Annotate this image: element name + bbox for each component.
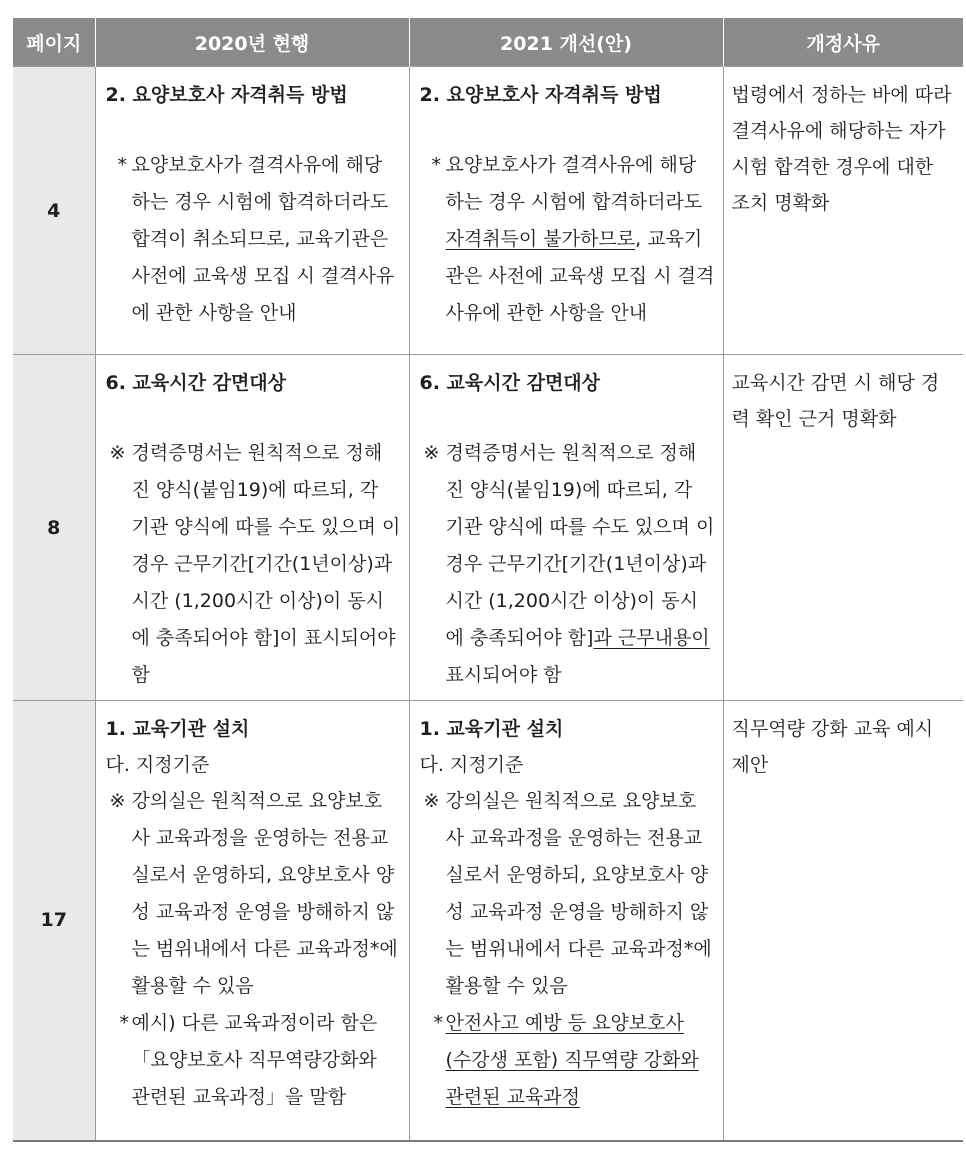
note-mark: * xyxy=(431,154,441,176)
note-mark: ※ xyxy=(423,790,440,812)
note-text: 강의실은 원칙적으로 요양보호사 교육과정을 운영하는 전용교실로서 운영하되, 요양보호사 양성 교육과정 운영을 방해하지 않는 범위내에서 다른 교육과정*에 활용할 수 있음 xyxy=(445,790,712,997)
page-number: 4 xyxy=(13,67,95,355)
note-mark: ※ xyxy=(109,442,126,464)
sub-heading: 다. 지정기준 xyxy=(105,754,210,776)
section-heading: 1. 교육기관 설치 xyxy=(105,718,250,740)
footnote-text: 예시) 다른 교육과정이라 함은 「요양보호사 직무역량강화와 관련된 교육과정」을 말함 xyxy=(131,1012,378,1108)
note-mark: ※ xyxy=(109,790,126,812)
header-proposed: 2021 개선(안) xyxy=(409,18,723,67)
note-text: 표시되어야 함 xyxy=(445,664,562,686)
revision-comparison-table xyxy=(13,18,963,1142)
sub-heading: 다. 지정기준 xyxy=(419,754,524,776)
header-current: 2020년 현행 xyxy=(95,18,409,67)
header-page: 페이지 xyxy=(13,18,95,67)
note xyxy=(106,435,401,694)
note-text: 요양보호사가 결격사유에 해당하는 경우 시험에 합격하더라도 합격이 취소되므로, 교육기관은 사전에 교육생 모집 시 결격사유에 관한 사항을 안내 xyxy=(131,154,395,324)
section-heading: 6. 교육시간 감면대상 xyxy=(105,372,286,394)
note-text: 요양보호사가 결격사유에 해당하는 경우 시험에 합격하더라도 xyxy=(445,154,703,213)
revised-text: 과 근무내용이 xyxy=(593,627,710,649)
section-heading: 2. 요양보호사 자격취득 방법 xyxy=(419,84,662,106)
proposed-cell xyxy=(409,67,723,355)
reason-cell xyxy=(723,701,963,1141)
note-mark: * xyxy=(117,154,127,176)
table-row xyxy=(13,701,963,1141)
table-row xyxy=(13,355,963,701)
footnote xyxy=(106,1005,401,1116)
reason-text: 직무역량 강화 교육 예시 제안 xyxy=(731,718,934,776)
current-cell xyxy=(95,355,409,701)
page-number: 17 xyxy=(13,701,95,1141)
note-text: 경력증명서는 원칙적으로 정해진 양식(붙임19)에 따르되, 각 기관 양식에 따를 수도 있으며 이 경우 근무기간[기간(1년이상)과 시간 (1,200시간 이상)이 동시에 충족되어야 함]이 표시되어야 함 xyxy=(131,442,401,686)
note xyxy=(106,147,401,332)
note-mark: * xyxy=(433,1012,443,1034)
page-number: 8 xyxy=(13,355,95,701)
note-mark: * xyxy=(119,1012,129,1034)
revised-text: 자격취득이 불가하므로 xyxy=(445,228,636,250)
table-header-row xyxy=(13,18,963,67)
note-text: 강의실은 원칙적으로 요양보호사 교육과정을 운영하는 전용교실로서 운영하되, 요양보호사 양성 교육과정 운영을 방해하지 않는 범위내에서 다른 교육과정*에 활용할 수 있음 xyxy=(131,790,398,997)
reason-cell xyxy=(723,67,963,355)
note-mark: ※ xyxy=(423,442,440,464)
note-text: 경력증명서는 원칙적으로 정해진 양식(붙임19)에 따르되, 각 기관 양식에 따를 수도 있으며 이 경우 근무기간[기간(1년이상)과 시간 (1,200시간 이상)이 동시에 충족되어야 함] xyxy=(445,442,715,649)
note xyxy=(420,435,715,694)
proposed-cell xyxy=(409,355,723,701)
reason-cell xyxy=(723,355,963,701)
section-heading: 2. 요양보호사 자격취득 방법 xyxy=(105,84,348,106)
header-reason: 개정사유 xyxy=(723,18,963,67)
current-cell xyxy=(95,701,409,1141)
note xyxy=(106,783,401,1005)
revised-text: 안전사고 예방 등 요양보호사 (수강생 포함) 직무역량 강화와 관련된 교육과정 xyxy=(445,1012,699,1108)
proposed-cell xyxy=(409,701,723,1141)
current-cell xyxy=(95,67,409,355)
section-heading: 1. 교육기관 설치 xyxy=(419,718,564,740)
note xyxy=(420,147,715,332)
reason-text: 교육시간 감면 시 해당 경력 확인 근거 명확화 xyxy=(731,372,940,430)
section-heading: 6. 교육시간 감면대상 xyxy=(419,372,600,394)
note-text: , 교육기관은 사전에 교육생 모집 시 결격사유에 관한 사항을 안내 xyxy=(445,228,715,324)
footnote xyxy=(420,1005,715,1116)
reason-text: 법령에서 정하는 바에 따라 결격사유에 해당하는 자가 시험 합격한 경우에 대한 조치 명확화 xyxy=(731,84,952,214)
note xyxy=(420,783,715,1005)
table-row xyxy=(13,67,963,355)
